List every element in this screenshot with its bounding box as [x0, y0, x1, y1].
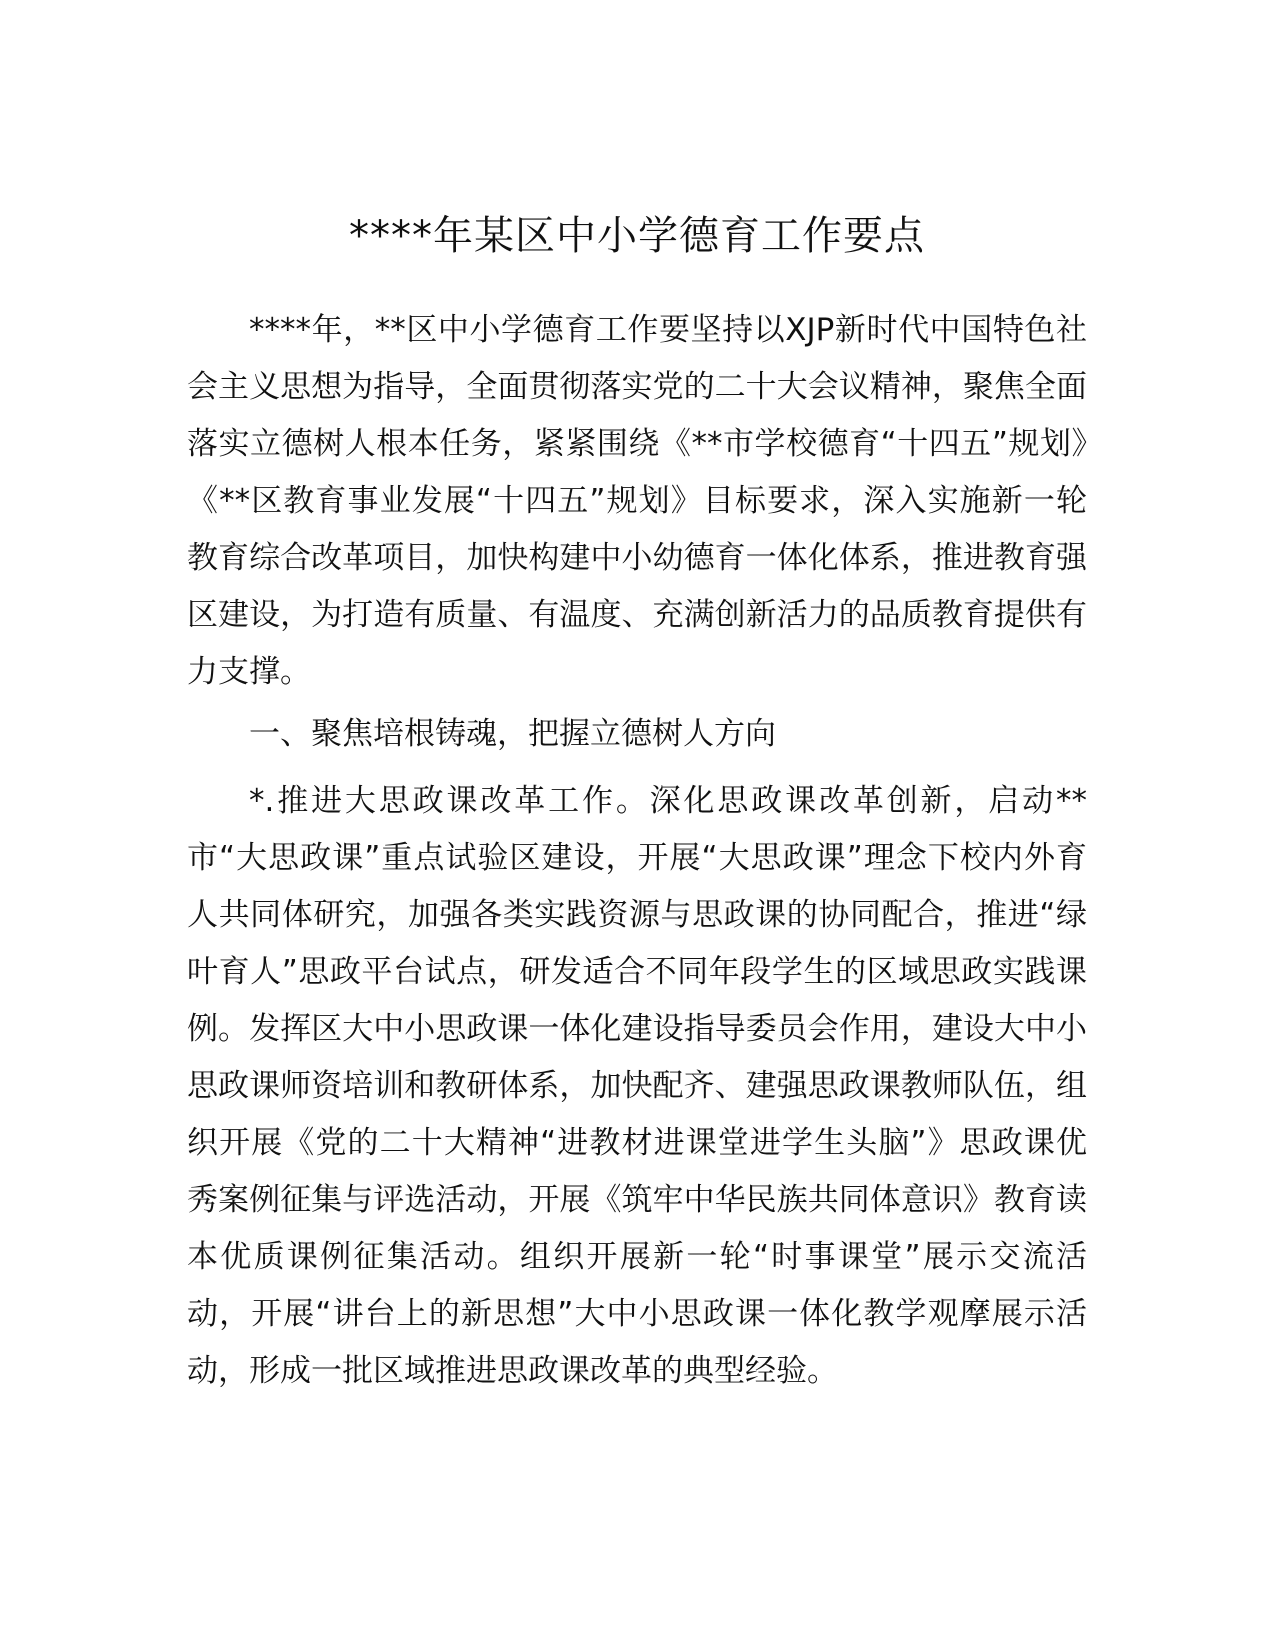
section-heading: 一、聚焦培根铸魂，把握立德树人方向	[249, 716, 776, 752]
document-page	[187, 208, 1087, 1400]
intro-paragraph: ****年，**区中小学德育工作要坚持以XJP新时代中国特色社会主义思想为指导，全面贯彻落实党的二十大会议精神，聚焦全面落实立德树人根本任务，紧紧围绕《**市学校德育“十四五”规划》《**区教育事业发展“十四五”规划》目标要求，深入实施新一轮教育综合改革项目，加快构建中小幼德育一体化体系，推进教育强区建设，为打造有质量、有温度、充满创新活力的品质教育提供有力支撑。	[187, 312, 1087, 690]
document-title: ****年某区中小学德育工作要点	[349, 213, 925, 259]
item-paragraph: *.推进大思政课改革工作。深化思政课改革创新，启动**市“大思政课”重点试验区建设，开展“大思政课”理念下校内外育人共同体研究，加强各类实践资源与思政课的协同配合，推进“绿叶育人”思政平台试点，研发适合不同年段学生的区域思政实践课例。发挥区大中小思政课一体化建设指导委员会作用，建设大中小思政课师资培训和教研体系，加快配齐、建强思政课教师队伍，组织开展《党的二十大精神“进教材进课堂进学生头脑”》思政课优秀案例征集与评选活动，开展《筑牢中华民族共同体意识》教育读本优质课例征集活动。组织开展新一轮“时事课堂”展示交流活动，开展“讲台上的新思想”大中小思政课一体化教学观摩展示活动，形成一批区域推进思政课改革的典型经验。	[187, 783, 1087, 1389]
